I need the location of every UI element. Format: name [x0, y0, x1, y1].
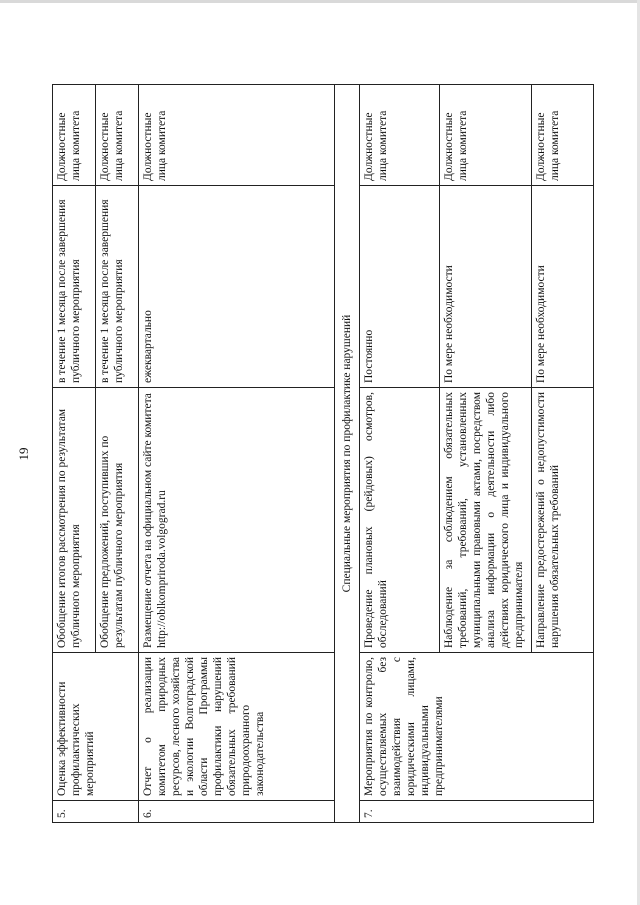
measure-responsible: Должностные лица комитета [53, 85, 96, 186]
measure-content: Размещение отчета на официальном сайте комитета http://oblkompriroda.volgograd.ru [139, 388, 335, 653]
measure-content: Обобщение итогов рассмотрения по результатам публичного мероприятия [53, 388, 96, 653]
measure-term: По мере необходимости [532, 186, 594, 388]
row-number: 5. [53, 801, 139, 823]
measure-responsible: Должностные лица комитета [532, 85, 594, 186]
measure-content: Обобщение предложений, поступивших по результатам публичного мероприятия [96, 388, 139, 653]
measure-content: Проведение плановых (рейдовых) осмотров, обследований [360, 388, 440, 653]
measure-term: ежеквартально [139, 186, 335, 388]
row-number: 7. [360, 801, 594, 823]
table-row [139, 85, 335, 823]
measure-content: Направление предостережений о недопустимости нарушения обязательных требований [532, 388, 594, 653]
measure-responsible: Должностные лица комитета [360, 85, 440, 186]
measure-name: Мероприятия по контролю, осуществляемых без взаимодействия с юридическими лицами, индивидуальными предпринимателями [360, 653, 594, 801]
measures-table [52, 84, 594, 823]
section-row [335, 85, 360, 823]
measure-responsible: Должностные лица комитета [440, 85, 532, 186]
measure-term: Постоянно [360, 186, 440, 388]
measure-term: По мере необходимости [440, 186, 532, 388]
measure-responsible: Должностные лица комитета [139, 85, 335, 186]
measure-name: Отчет о реализации комитетом природных ресурсов, лесного хозяйства и экологии Волгоградской области Программы профилактики нарушений обязательных требований природоохранного законодательства [139, 653, 335, 801]
rotated-table-container [52, 85, 592, 823]
table-row [53, 85, 96, 823]
measure-term: в течение 1 месяца после завершения публичного мероприятия [96, 186, 139, 388]
measure-term: в течение 1 месяца после завершения публичного мероприятия [53, 186, 96, 388]
section-title: Специальные мероприятия по профилактике нарушений [335, 85, 360, 823]
scan-edge-top [0, 0, 640, 3]
table-row [360, 85, 440, 823]
page-number: 19 [16, 447, 31, 461]
measure-content: Наблюдение за соблюдением обязательных требований, требований, установленных муниципальными правовыми актами, посредством анализа информации о деятельности либо действиях юридического лица и индивидуального предпринимателя [440, 388, 532, 653]
measure-responsible: Должностные лица комитета [96, 85, 139, 186]
row-number: 6. [139, 801, 335, 823]
measure-name: Оценка эффективности профилактических мероприятий [53, 653, 139, 801]
